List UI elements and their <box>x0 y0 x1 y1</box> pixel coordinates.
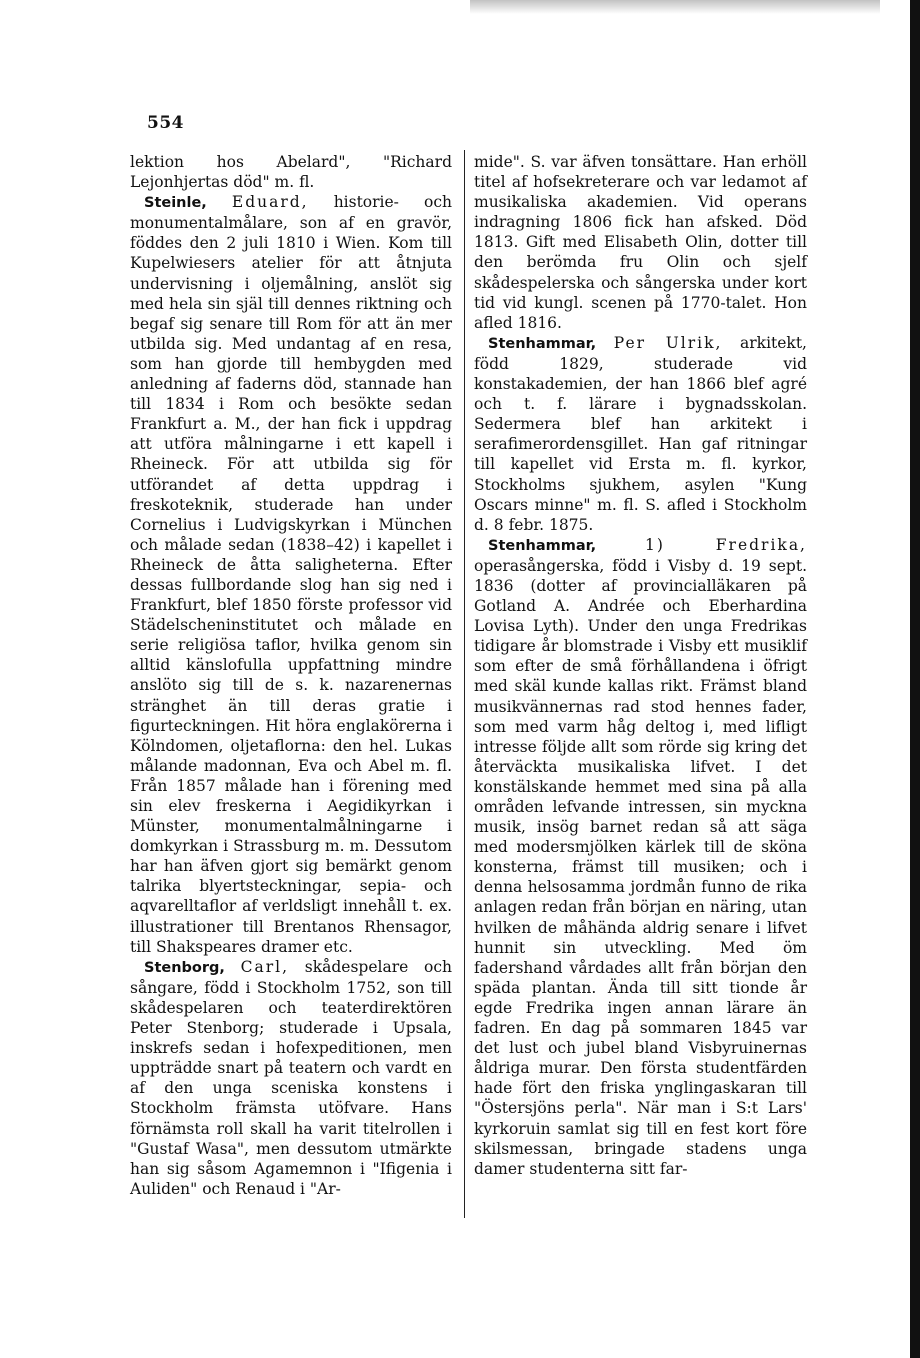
entry-stenborg <box>130 957 452 1199</box>
entry-text: skådespelare och sångare, född i Stockholm 1752, son till skådespelaren och teaterdirektören Peter Stenborg; studerade i Upsala, inskrefs sedan i hofexpeditionen, men uppträdde snart på teatern och vardt en af den unga sceniska konstens i Stockholm främsta utöfvare. Hans förnämsta roll skall ha varit titelrollen i "Gustaf Wasa", men dessutom utmärkte han sig såsom Agamemnon i "Ifigenia i Auliden" och Renaud i "Ar- <box>130 957 452 1198</box>
entry-headword: Stenhammar, <box>488 335 597 352</box>
entry-text: historie- och monumentalmålare, son af en gravör, föddes den 2 juli 1810 i Wien. Kom till Kupelwiesers atelier för att åtnjuta undervisning i oljemålning, anslöt sig med hela sin själ till dennes riktning och begaf sig senare till Rom för att än mer utbilda sig. Med undantag af en resa, som han gjorde till hembygden med anledning af faderns död, stannade han till 1834 i Rom och besökte sedan Frankfurt a. M., der han fick i uppdrag att utföra målningarne i ett kapell i Rheineck. För att utbilda sig för utförandet af detta uppdrag i freskoteknik, studerade han under Cornelius i Ludvigskyrkan i München och målade sedan (1838–42) i kapellet i Rheineck de åtta saligheterna. Efter dessas fullbordande slog han sig ned i Frankfurt, blef 1850 förste professor vid Städelscheninstitutet och målade en serie religiösa taflor, hvilka genom sin alltid känslofulla uppfattning mindre anslöto sig till de s. k. nazarenernas stränghet än till deras gratie i figurteckningen. Hit höra englakörerna i Kölndomen, oljetaflorna: den hel. Lukas målande madonnan, Eva och Abel m. fl. Från 1857 målade han i förening med sin elev freskerna i Aegidikyrkan i Münster, monumentalmålningarne i domkyrkan i Strassburg m. m. Dessutom har han äfven gjort sig bemärkt genom talrika blyertsteckningar, sepia- och aqvarelltaflor af verldsligt innehåll t. ex. illustrationer till Brentanos Rhensagor, till Shakspeares dramer etc. <box>130 193 452 956</box>
left-column <box>130 152 452 1199</box>
entry-name: Eduard, <box>231 193 309 212</box>
entry-name: Per Ulrik, <box>613 333 723 352</box>
scan-edge <box>910 0 920 1358</box>
entry-headword: Steinle, <box>144 195 207 212</box>
entry-steinle <box>130 192 452 957</box>
entry-text: operasångerska, född i Visby d. 19 sept. 1836 (dotter af provincialläkaren på Gotland A. Andrée och Eberhardina Lovisa Lyth). Under den unga Fredrikas tidigare år blomstrade i Visby ett musiklif som efter de små förhållandena i öfrigt med skäl kunde kallas rikt. Främst bland musikvännernas rad stod hennes fader, som med varm håg deltog i, med lifligt intresse följde allt som rörde sig kring det återväckta musikaliska lifvet. I det konstälskande hemmet med sina på alla områden lefvande intressen, sin myckna musik, insög barnet redan så att säga med modersmjölken kärlek till de sköna konsterna, främst till musiken; och i denna helsosamma jordmån funno de rika anlagen redan från början en näring, utan hvilken de måhända aldrig senare i lifvet hunnit sin utveckling. Med öm fadershand vårdades allt från början den späda plantan. Ända till sitt tionde år egde Fredrika ingen annan lärare än fadren. En dag på sommaren 1845 var det lust och jubel bland Visbyruinernas åldriga murar. Den första studentfärden hade fört den friska ynglingaskaran till "Östersjöns perla". När man i S:t Lars' kyrkoruin samlat sig till en fest kort före skilsmessan, bringade stadens unga damer studenterna sitt far- <box>474 556 807 1178</box>
entry-headword: Stenhammar, <box>488 537 597 554</box>
entry-name: Carl, <box>240 957 290 976</box>
entry-stenhammar-fredrika <box>474 535 807 1179</box>
continued-text: mide". S. var äfven tonsättare. Han erhöll titel af hofsekreterare och var ledamot af musikaliska akademien. Vid operans indragning 1806 fick han afsked. Död 1813. Gift med Elisabeth Olin, dotter till den berömda fru Olin och sjelf skådespelerska och sångerska under kort tid vid kungl. scenen på 1770-talet. Hon afled 1816. <box>474 153 807 332</box>
column-divider <box>464 150 465 1218</box>
right-column <box>474 152 807 1179</box>
entry-stenhammar-per-ulrik <box>474 333 807 535</box>
entry-headword: Stenborg, <box>144 959 225 976</box>
entry-name: 1) Fredrika, <box>645 535 807 554</box>
page-number: 554 <box>147 113 184 133</box>
scan-shadow <box>470 0 880 14</box>
entry-text: arkitekt, född 1829, studerade vid konstakademien, der han 1866 blef agré och t. f. lärare i bygnadsskolan. Sedermera blef han arkitekt i serafimerordensgillet. Han gaf ritningar till kapellet vid Ersta m. fl. kyrkor, Stockholms sjukhem, asylen "Kung Oscars minne" m. fl. S. afled i Stockholm d. 8 febr. 1875. <box>474 333 807 534</box>
continued-text: lektion hos Abelard", "Richard Lejonhjertas död" m. fl. <box>130 153 452 192</box>
